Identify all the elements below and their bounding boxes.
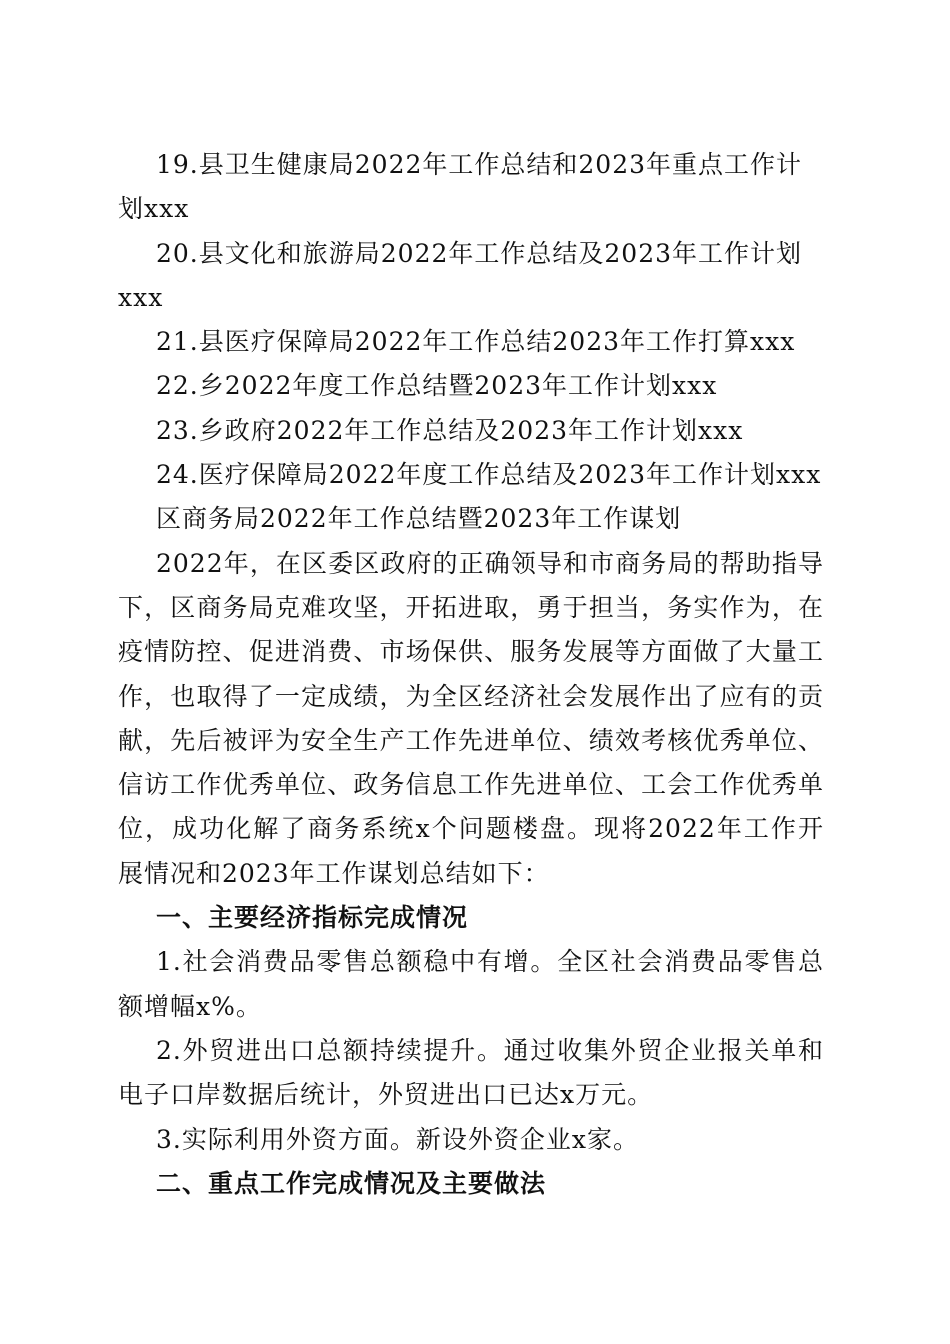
- section-heading-1: 一、主要经济指标完成情况: [156, 903, 469, 933]
- list-item: 19.县卫生健康局2022年工作总结和2023年重点工作计划xxx: [118, 150, 803, 224]
- section-item: 3.实际利用外资方面。新设外资企业x家。: [156, 1124, 639, 1154]
- list-item: 23.乡政府2022年工作总结及2023年工作计划xxx: [156, 415, 744, 445]
- document-body: [118, 143, 824, 1206]
- list-item: 24.医疗保障局2022年度工作总结及2023年工作计划xxx: [156, 460, 822, 490]
- list-item: 21.县医疗保障局2022年工作总结2023年工作打算xxx: [156, 327, 796, 357]
- section-item: 1.社会消费品零售总额稳中有增。全区社会消费品零售总额增幅x%。: [118, 947, 824, 1021]
- section-item: 2.外贸进出口总额持续提升。通过收集外贸企业报关单和电子口岸数据后统计，外贸进出口已达x万元。: [118, 1035, 824, 1110]
- intro-paragraph: 2022年，在区委区政府的正确领导和市商务局的帮助指导下，区商务局克难攻坚，开拓进取，勇于担当，务实作为，在疫情防控、促进消费、市场保供、服务发展等方面做了大量工作，也取得了一定成绩，为全区经济社会发展作出了应有的贡献，先后被评为安全生产工作先进单位、绩效考核优秀单位、信访工作优秀单位、政务信息工作先进单位、工会工作优秀单位，成功化解了商务系统x个问题楼盘。现将2022年工作开展情况和2023年工作谋划总结如下：: [118, 548, 824, 888]
- list-item: 20.县文化和旅游局2022年工作总结及2023年工作计划xxx: [118, 238, 803, 312]
- section-heading-2: 二、重点工作完成情况及主要做法: [156, 1168, 547, 1198]
- list-item: 22.乡2022年度工作总结暨2023年工作计划xxx: [156, 371, 718, 401]
- article-title: 区商务局2022年工作总结暨2023年工作谋划: [156, 504, 682, 534]
